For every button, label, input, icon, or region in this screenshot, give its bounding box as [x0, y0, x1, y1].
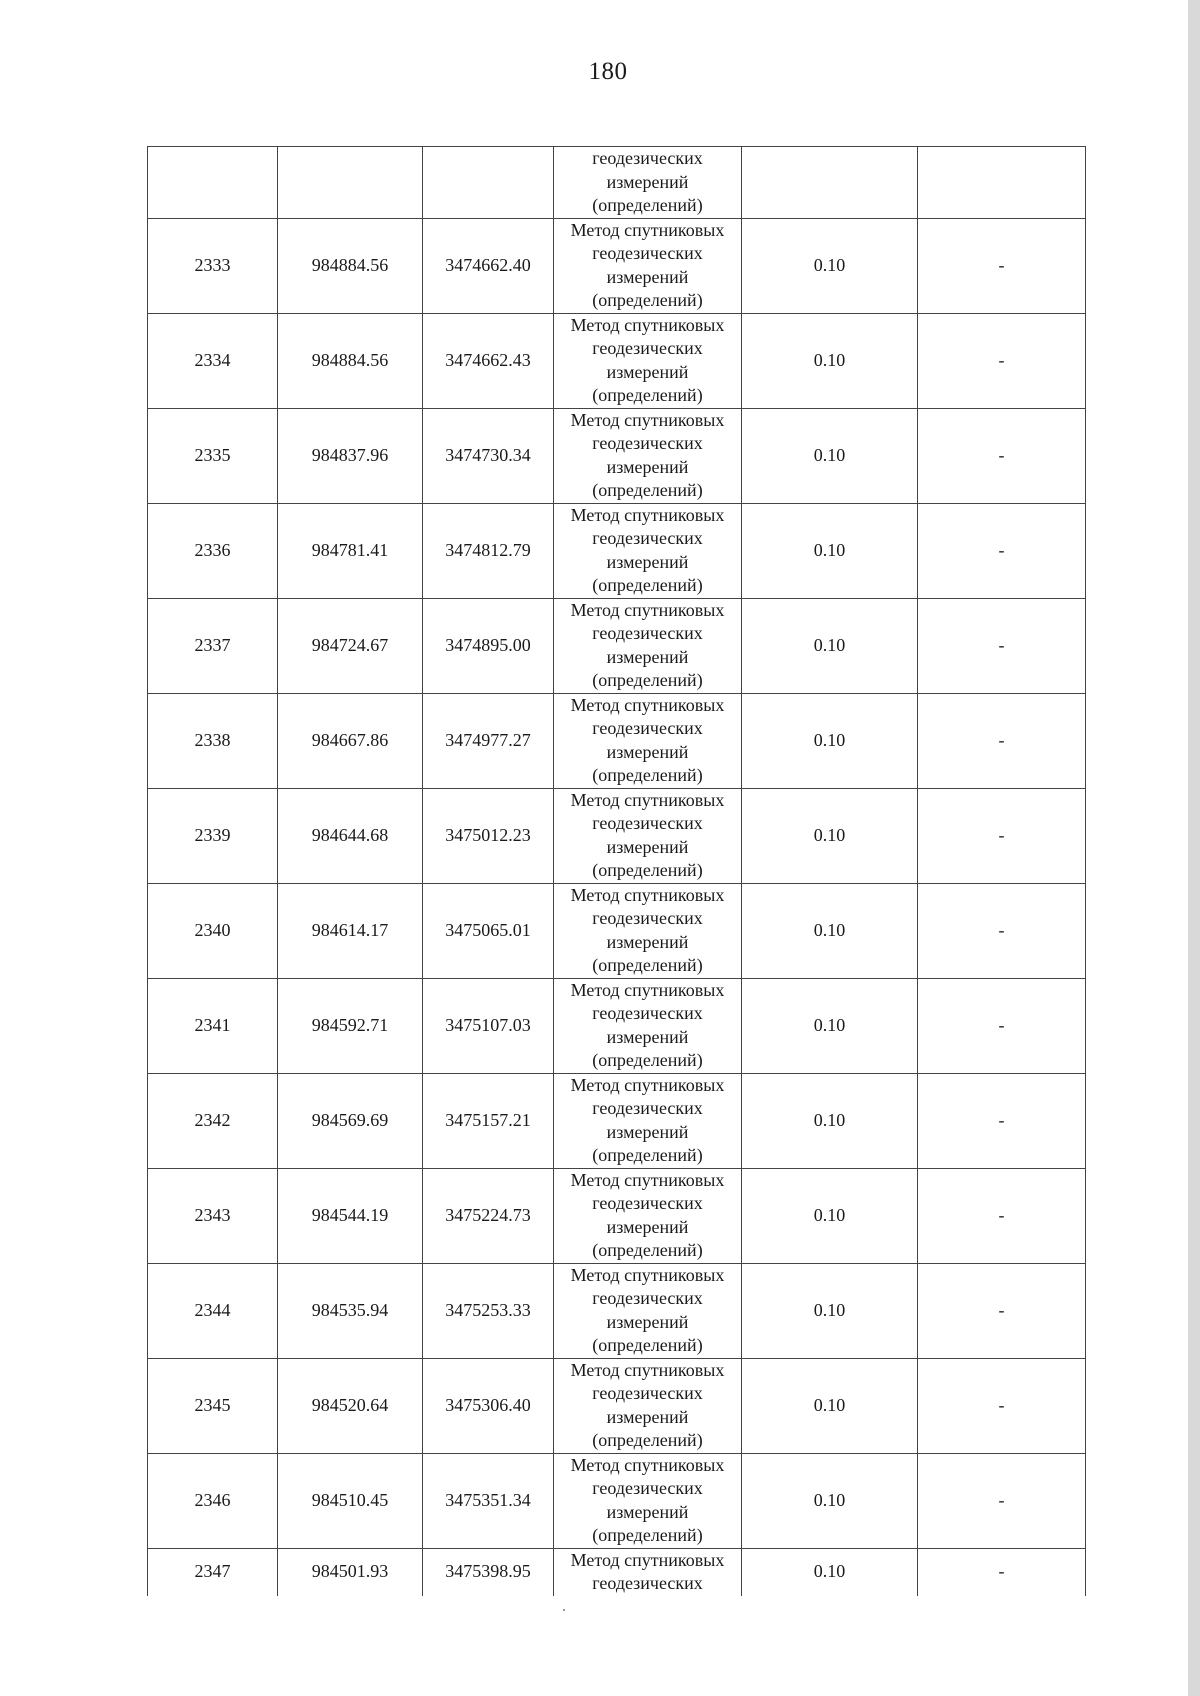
method-line: измерений	[606, 1406, 689, 1427]
cell-note: -	[918, 1263, 1086, 1358]
method-line: геодезических	[592, 433, 703, 453]
method-line: Метод спутниковых	[570, 1074, 725, 1095]
method-line: (определений)	[592, 1145, 703, 1165]
method-line: Метод спутниковых	[570, 884, 725, 905]
method-line: измерений	[606, 741, 689, 762]
cell-y-coordinate: 3474662.40	[423, 218, 554, 313]
cell-y-coordinate: 3474812.79	[423, 503, 554, 598]
table-row	[148, 503, 1086, 598]
method-line: измерений	[606, 1121, 689, 1142]
table-row	[148, 408, 1086, 503]
cell-note: -	[918, 1548, 1086, 1596]
table-row	[148, 883, 1086, 978]
method-line: (определений)	[592, 1430, 703, 1450]
cell-x-coordinate: 984884.56	[278, 218, 423, 313]
cell-method	[554, 1358, 742, 1453]
cell-point-number: 2342	[148, 1073, 278, 1168]
cell-accuracy: 0.10	[742, 408, 918, 503]
scan-speck	[563, 1609, 565, 1611]
cell-note: -	[918, 1168, 1086, 1263]
cell-x-coordinate: 984592.71	[278, 978, 423, 1073]
method-line: Метод спутниковых	[570, 599, 725, 620]
method-line: измерений	[606, 646, 689, 667]
cell-x-coordinate: 984724.67	[278, 598, 423, 693]
method-line: геодезических	[592, 1098, 703, 1118]
method-line: геодезических	[592, 813, 703, 833]
cell-method	[554, 1263, 742, 1358]
method-line: Метод спутниковых	[570, 1454, 725, 1475]
cell-x-coordinate: 984520.64	[278, 1358, 423, 1453]
table-row-continuation	[148, 147, 1086, 219]
cell-x-coordinate: 984884.56	[278, 313, 423, 408]
cell-point-number: 2347	[148, 1548, 278, 1596]
coordinates-table-body	[148, 147, 1086, 1596]
cell-accuracy-empty	[742, 147, 918, 219]
cell-y-coordinate: 3474730.34	[423, 408, 554, 503]
method-line: измерений	[606, 1311, 689, 1332]
cell-note: -	[918, 693, 1086, 788]
cell-y-coordinate: 3475065.01	[423, 883, 554, 978]
method-line: геодезических	[592, 1193, 703, 1213]
cell-accuracy: 0.10	[742, 598, 918, 693]
method-line: измерений	[606, 266, 689, 287]
method-line: Метод спутниковых	[570, 1264, 725, 1285]
cell-note: -	[918, 408, 1086, 503]
method-line: измерений	[606, 1501, 689, 1522]
cell-accuracy: 0.10	[742, 1548, 918, 1596]
cell-accuracy: 0.10	[742, 218, 918, 313]
cell-accuracy: 0.10	[742, 1073, 918, 1168]
cell-note: -	[918, 218, 1086, 313]
cell-y-coordinate: 3475157.21	[423, 1073, 554, 1168]
method-line: геодезических	[592, 623, 703, 643]
method-line: (определений)	[592, 765, 703, 785]
cell-note: -	[918, 978, 1086, 1073]
cell-method	[554, 218, 742, 313]
method-line: геодезических	[592, 1288, 703, 1308]
cell-note: -	[918, 1073, 1086, 1168]
table-row	[148, 1073, 1086, 1168]
cell-y-coordinate: 3475351.34	[423, 1453, 554, 1548]
cell-point-number: 2337	[148, 598, 278, 693]
method-line: Метод спутниковых	[570, 789, 725, 810]
method-line: Метод спутниковых	[570, 219, 725, 240]
method-line: геодезических	[592, 718, 703, 738]
cell-y-coordinate: 3475012.23	[423, 788, 554, 883]
cell-note: -	[918, 1453, 1086, 1548]
scan-edge-strip	[1188, 0, 1200, 1696]
cell-method	[554, 503, 742, 598]
cell-y-coordinate: 3475107.03	[423, 978, 554, 1073]
cell-accuracy: 0.10	[742, 883, 918, 978]
method-line: (определений)	[592, 955, 703, 975]
cell-point-number: 2344	[148, 1263, 278, 1358]
table-row	[148, 693, 1086, 788]
table-row	[148, 788, 1086, 883]
method-line: (определений)	[592, 575, 703, 595]
method-line: (определений)	[592, 860, 703, 880]
method-line: измерений	[606, 551, 689, 572]
cell-y-coordinate: 3474895.00	[423, 598, 554, 693]
cell-method	[554, 313, 742, 408]
cell-x-coordinate: 984781.41	[278, 503, 423, 598]
method-line: Метод спутниковых	[570, 314, 725, 335]
cell-x-coordinate: 984569.69	[278, 1073, 423, 1168]
cell-method	[554, 1453, 742, 1548]
cell-accuracy: 0.10	[742, 313, 918, 408]
cell-x-coordinate: 984544.19	[278, 1168, 423, 1263]
method-line: (определений)	[592, 670, 703, 690]
cell-point-number: 2333	[148, 218, 278, 313]
cell-point-number: 2340	[148, 883, 278, 978]
cell-method	[554, 978, 742, 1073]
cell-y-coordinate: 3475398.95	[423, 1548, 554, 1596]
cell-accuracy: 0.10	[742, 788, 918, 883]
method-line: измерений	[606, 836, 689, 857]
method-line: (определений)	[592, 290, 703, 310]
cell-accuracy: 0.10	[742, 693, 918, 788]
method-line: геодезических	[592, 1003, 703, 1023]
method-line: (определений)	[592, 1525, 703, 1545]
table-row	[148, 598, 1086, 693]
method-line: (определений)	[592, 195, 703, 215]
cell-accuracy: 0.10	[742, 1453, 918, 1548]
method-line: Метод спутниковых	[570, 979, 725, 1000]
method-line: измерений	[606, 171, 689, 192]
cell-note-empty	[918, 147, 1086, 219]
cell-note: -	[918, 313, 1086, 408]
cell-note: -	[918, 503, 1086, 598]
method-line: геодезических	[592, 243, 703, 263]
cell-point-number: 2339	[148, 788, 278, 883]
table-row	[148, 313, 1086, 408]
cell-method	[554, 408, 742, 503]
method-line: Метод спутниковых	[570, 1549, 725, 1570]
cell-point-number: 2336	[148, 503, 278, 598]
cell-point-number: 2338	[148, 693, 278, 788]
method-line: измерений	[606, 1216, 689, 1237]
method-line: Метод спутниковых	[570, 694, 725, 715]
cell-y-coordinate: 3475306.40	[423, 1358, 554, 1453]
method-line: геодезических	[592, 528, 703, 548]
cell-y-coordinate: 3475224.73	[423, 1168, 554, 1263]
method-line: геодезических	[592, 148, 703, 168]
method-line: геодезических	[592, 908, 703, 928]
cell-point-number: 2343	[148, 1168, 278, 1263]
cell-method	[554, 693, 742, 788]
cell-point-number: 2341	[148, 978, 278, 1073]
cell-x-coordinate: 984501.93	[278, 1548, 423, 1596]
method-line: (определений)	[592, 1240, 703, 1260]
cell-note: -	[918, 598, 1086, 693]
table-row	[148, 1358, 1086, 1453]
method-line: Метод спутниковых	[570, 409, 725, 430]
cell-point-number: 2346	[148, 1453, 278, 1548]
method-line: геодезических	[592, 1573, 703, 1593]
method-line: геодезических	[592, 1478, 703, 1498]
table-row	[148, 1453, 1086, 1548]
cell-point-number: 2335	[148, 408, 278, 503]
table-row-partial	[148, 1548, 1086, 1596]
cell-note: -	[918, 1358, 1086, 1453]
cell-x-coordinate: 984837.96	[278, 408, 423, 503]
cell-method	[554, 147, 742, 219]
table-row	[148, 1168, 1086, 1263]
page-number: 180	[588, 58, 628, 85]
method-line: (определений)	[592, 480, 703, 500]
cell-point-empty	[148, 147, 278, 219]
cell-y-coordinate: 3474662.43	[423, 313, 554, 408]
cell-x-coordinate: 984614.17	[278, 883, 423, 978]
cell-accuracy: 0.10	[742, 978, 918, 1073]
cell-accuracy: 0.10	[742, 1358, 918, 1453]
table-row	[148, 218, 1086, 313]
method-line: геодезических	[592, 338, 703, 358]
method-line: измерений	[606, 931, 689, 952]
cell-point-number: 2334	[148, 313, 278, 408]
table-row	[148, 1263, 1086, 1358]
cell-method	[554, 1073, 742, 1168]
cell-x-coordinate: 984644.68	[278, 788, 423, 883]
method-line: измерений	[606, 361, 689, 382]
cell-method	[554, 598, 742, 693]
method-line: (определений)	[592, 1335, 703, 1355]
cell-method	[554, 883, 742, 978]
method-line: (определений)	[592, 385, 703, 405]
cell-y-coordinate: 3474977.27	[423, 693, 554, 788]
cell-note: -	[918, 788, 1086, 883]
cell-accuracy: 0.10	[742, 503, 918, 598]
cell-x-coordinate: 984667.86	[278, 693, 423, 788]
coordinates-table	[147, 146, 1086, 1596]
cell-y-empty	[423, 147, 554, 219]
cell-method	[554, 1168, 742, 1263]
method-line: геодезических	[592, 1383, 703, 1403]
cell-method	[554, 1548, 742, 1596]
method-line: Метод спутниковых	[570, 1169, 725, 1190]
cell-y-coordinate: 3475253.33	[423, 1263, 554, 1358]
method-line: (определений)	[592, 1050, 703, 1070]
method-line: измерений	[606, 456, 689, 477]
cell-note: -	[918, 883, 1086, 978]
cell-x-coordinate: 984510.45	[278, 1453, 423, 1548]
cell-accuracy: 0.10	[742, 1263, 918, 1358]
cell-x-coordinate: 984535.94	[278, 1263, 423, 1358]
cell-method	[554, 788, 742, 883]
method-line: Метод спутниковых	[570, 1359, 725, 1380]
method-line: измерений	[606, 1026, 689, 1047]
method-line: Метод спутниковых	[570, 504, 725, 525]
cell-x-empty	[278, 147, 423, 219]
cell-point-number: 2345	[148, 1358, 278, 1453]
table-row	[148, 978, 1086, 1073]
cell-accuracy: 0.10	[742, 1168, 918, 1263]
